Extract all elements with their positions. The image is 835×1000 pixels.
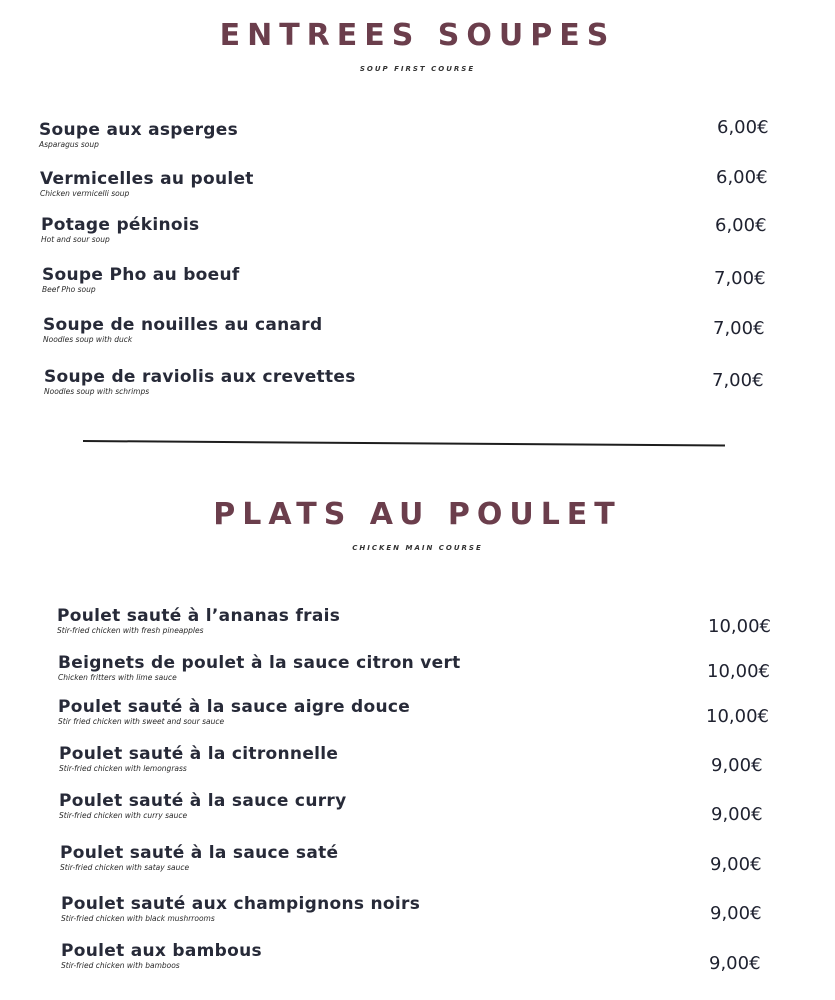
item-description: Stir-fried chicken with bamboos	[61, 961, 180, 970]
item-price: 6,00€	[715, 215, 767, 236]
item-name: Poulet sauté à la citronnelle	[59, 744, 339, 764]
item-name: Soupe aux asperges	[39, 120, 238, 140]
item-description: Stir-fried chicken with black mushrrooms	[61, 914, 215, 923]
item-description: Stir-fried chicken with satay sauce	[60, 863, 190, 872]
menu-item	[58, 653, 461, 682]
item-description: Stir-fried chicken with lemongrass	[59, 764, 187, 773]
item-name: Soupe de nouilles au canard	[43, 315, 323, 335]
item-description: Noodles soup with schrimps	[44, 387, 150, 396]
item-name: Poulet aux bambous	[61, 941, 262, 961]
menu-item	[61, 894, 420, 923]
item-description: Asparagus soup	[39, 140, 99, 149]
item-price: 7,00€	[713, 318, 765, 339]
item-description: Chicken fritters with lime sauce	[58, 673, 177, 682]
item-name: Soupe de raviolis aux crevettes	[44, 367, 356, 387]
item-description: Stir-fried chicken with curry sauce	[59, 811, 188, 820]
section-subtitle-soups: SOUP FIRST COURSE	[359, 65, 476, 73]
item-price: 7,00€	[714, 268, 766, 289]
item-description: Stir-fried chicken with fresh pineapples	[57, 626, 204, 635]
item-description: Beef Pho soup	[42, 285, 96, 294]
menu-item	[43, 315, 322, 344]
section-divider	[83, 440, 725, 446]
section-subtitle-chicken: CHICKEN MAIN COURSE	[352, 544, 483, 552]
item-name: Poulet sauté à la sauce aigre douce	[58, 697, 411, 717]
menu-item	[44, 367, 356, 396]
item-price: 10,00€	[708, 616, 771, 637]
item-name: Poulet sauté aux champignons noirs	[61, 894, 421, 914]
item-description: Noodles soup with duck	[43, 335, 133, 344]
item-name: Poulet sauté à l’ananas frais	[57, 606, 341, 626]
menu-item	[57, 606, 340, 635]
item-name: Soupe Pho au boeuf	[42, 265, 240, 285]
item-description: Stir fried chicken with sweet and sour sauce	[58, 717, 225, 726]
item-name: Poulet sauté à la sauce saté	[60, 843, 339, 863]
item-price: 6,00€	[717, 117, 769, 138]
item-name: Beignets de poulet à la sauce citron vert	[58, 653, 461, 673]
item-price: 9,00€	[710, 903, 762, 924]
menu-item	[60, 843, 338, 872]
item-name: Poulet sauté à la sauce curry	[59, 791, 347, 811]
item-price: 10,00€	[706, 706, 769, 727]
menu-item	[59, 744, 338, 773]
menu-item	[41, 215, 199, 244]
menu-item	[59, 791, 346, 820]
item-name: Potage pékinois	[41, 215, 200, 235]
item-price: 9,00€	[710, 854, 762, 875]
item-price: 9,00€	[711, 755, 763, 776]
menu-item	[61, 941, 262, 970]
item-price: 7,00€	[712, 370, 764, 391]
section-title-chicken: PLATS AU POULET	[213, 497, 622, 532]
item-description: Hot and sour soup	[41, 235, 110, 244]
item-price: 10,00€	[707, 661, 770, 682]
section-title-soups: ENTREES SOUPES	[219, 18, 616, 53]
item-description: Chicken vermicelli soup	[40, 189, 130, 198]
menu-item	[40, 169, 254, 198]
menu-item	[42, 265, 240, 294]
menu-item	[58, 697, 410, 726]
menu-item	[39, 120, 238, 149]
item-price: 9,00€	[711, 804, 763, 825]
item-price: 6,00€	[716, 167, 768, 188]
item-name: Vermicelles au poulet	[40, 169, 254, 189]
item-price: 9,00€	[709, 953, 761, 974]
